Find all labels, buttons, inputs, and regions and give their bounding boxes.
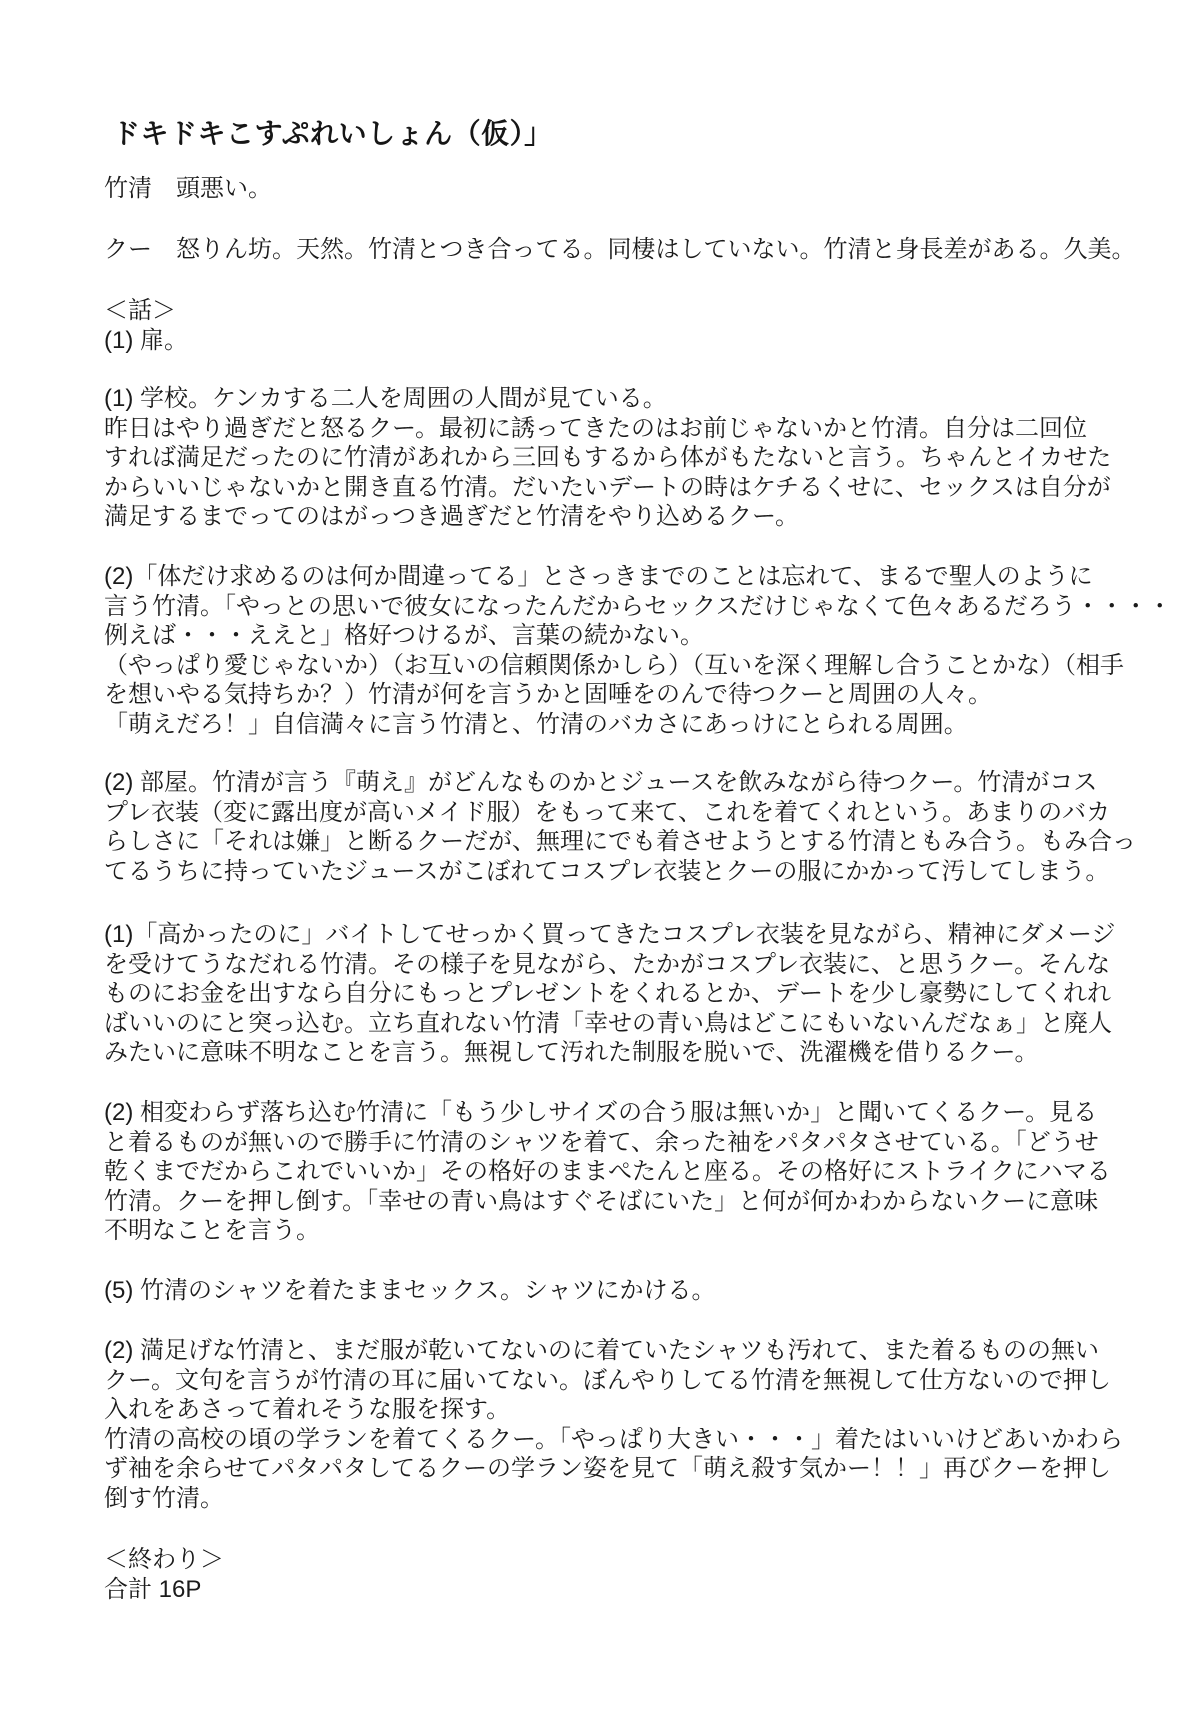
scene-block-shirt [104, 1098, 1111, 1246]
character-note-takesei [104, 174, 272, 204]
text-line: 入れをあさって着れそうな服を探す。 [104, 1396, 511, 1424]
text-line: を想いやる気持ちか？）竹清が何を言うかと固唾をのんで待つクーと周囲の人々。 [104, 681, 992, 709]
text-line: 言う竹清。「やっとの思いで彼女になったんだからセックスだけじゃなくて色々あるだろう・・・・ [104, 592, 1172, 620]
text-line: 乾くまでだからこれでいいか」その格好のままぺたんと座る。その格好にストライクにハマる [104, 1158, 1111, 1186]
text-line: 竹清 頭悪い。 [104, 175, 272, 202]
text-line: 竹清の高校の頃の学ランを着てくるクー。「やっぱり大きい・・・」着たはいいけどあいかわら [104, 1425, 1124, 1453]
text-line: (2) 満足げな竹清と、まだ服が乾いてないのに着ていたシャツも汚れて、また着るものの無い [104, 1337, 1100, 1364]
text-line: (1) 学校。ケンカする二人を周囲の人間が見ている。 [104, 385, 667, 412]
text-line: らしさに「それは嫌」と断るクーだが、無理にでも着させようとする竹清ともみ合う。もみ合っ [104, 828, 1136, 856]
document-title: ドキドキこすぷれいしょん（仮）」 [112, 118, 553, 149]
text-line: (2) 部屋。竹清が言う『萌え』がどんなものかとジュースを飲みながら待つクー。竹清がコス [104, 769, 1098, 796]
text-line: 昨日はやり過ぎだと怒るクー。最初に誘ってきたのはお前じゃないかと竹清。自分は二回位 [104, 414, 1088, 442]
text-line: 合計 16P [104, 1575, 202, 1603]
scene-block-moe-declaration [104, 562, 1172, 740]
text-line: ず袖を余らせてパタパタしてるクーの学ラン姿を見て「萌え殺す気かー！！」再びクーを押し [104, 1455, 1112, 1483]
text-line: ＜終わり＞ [104, 1546, 224, 1573]
text-line: クー。文句を言うが竹清の耳に届いてない。ぼんやりしてる竹清を無視して仕方ないので押し [104, 1366, 1112, 1394]
text-line: 満足するまでってのはがっつき過ぎだと竹清をやり込めるクー。 [104, 503, 800, 531]
text-line: 例えば・・・ええと」格好つけるが、言葉の続かない。 [104, 622, 704, 650]
text-line: (1) 扉。 [104, 326, 188, 354]
text-line: プレ衣装（変に露出度が高いメイド服）をもって来て、これを着てくれという。あまりのバカ [104, 798, 1111, 826]
text-line: (1)「高かったのに」バイトしてせっかく買ってきたコスプレ衣装を見ながら、精神にダメージ [104, 921, 1116, 948]
text-line: 「萌えだろ！」自信満々に言う竹清と、竹清のバカさにあっけにとられる周囲。 [104, 710, 968, 738]
scene-block-room-cosplay [104, 768, 1136, 886]
text-line: からいいじゃないかと開き直る竹清。だいたいデートの時はケチるくせに、セックスは自分が [104, 473, 1111, 501]
text-line: 倒す竹清。 [104, 1484, 224, 1512]
text-line: (2)「体だけ求めるのは何か間違ってる」とさっきまでのことは忘れて、まるで聖人のように [104, 563, 1093, 590]
text-line: みたいに意味不明なことを言う。無視して汚れた制服を脱いで、洗濯機を借りるクー。 [104, 1039, 1039, 1067]
text-line: 竹清。クーを押し倒す。「幸せの青い鳥はすぐそばにいた」と何が何かわからないクーに意味 [104, 1187, 1099, 1215]
story-section-heading [104, 296, 188, 355]
scene-block-school [104, 384, 1111, 532]
text-line: クー 怒りん坊。天然。竹清とつき合ってる。同棲はしていない。竹清と身長差がある。久美。 [104, 236, 1136, 263]
text-line: ものにお金を出すなら自分にもっとプレゼントをくれるとか、デートを少し豪勢にしてくれれ [104, 980, 1112, 1008]
text-line: ばいいのにと突っ込む。立ち直れない竹清「幸せの青い鳥はどこにもいないんだなぁ」と廃人 [104, 1009, 1112, 1037]
character-note-ku [104, 235, 1136, 265]
text-line: すれば満足だったのに竹清があれから三回もするから体がもたないと言う。ちゃんとイカせた [104, 444, 1112, 472]
ending-block [104, 1545, 224, 1604]
text-line: ＜話＞ [104, 297, 176, 324]
scene-block-sex-note [104, 1276, 716, 1306]
text-line: と着るものが無いので勝手に竹清のシャツを着て、余った袖をパタパタさせている。「どうせ [104, 1128, 1099, 1156]
text-line: てるうちに持っていたジュースがこぼれてコスプレ衣装とクーの服にかかって汚してしまう。 [104, 857, 1110, 885]
text-line: 不明なことを言う。 [104, 1217, 320, 1245]
text-line: (2) 相変わらず落ち込む竹清に「もう少しサイズの合う服は無いか」と聞いてくるクー。見る [104, 1099, 1098, 1126]
text-line: (5) 竹清のシャツを着たままセックス。シャツにかける。 [104, 1277, 716, 1304]
scene-block-gakuran [104, 1336, 1123, 1514]
text-line: を受けてうなだれる竹清。その様子を見ながら、たかがコスプレ衣装に、と思うクー。そんな [104, 950, 1111, 978]
text-line: （やっぱり愛じゃないか）（お互いの信頼関係かしら）（互いを深く理解し合うことかな）（相手 [104, 651, 1124, 679]
scene-block-depressed-takesei [104, 920, 1115, 1068]
